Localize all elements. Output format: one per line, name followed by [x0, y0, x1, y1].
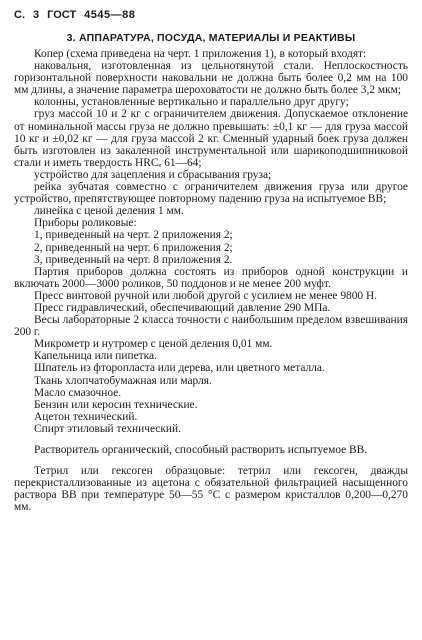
paragraph: Копер (схема приведена на черт. 1 приложения 1), в который входят: — [34, 48, 367, 60]
header-page-letter: С. — [14, 9, 25, 21]
paragraph: Пресс гидравлический, обеспечивающий давление 290 МПа. — [34, 301, 331, 314]
header-standard-code: 4545—88 — [84, 9, 136, 21]
header-page-number: 3 — [33, 9, 40, 21]
paragraph: Шпатель из фторопласта или дерева, или цветного металла. — [34, 362, 325, 375]
paragraph: Микрометр и нутромер с ценой деления 0,01 мм. — [34, 338, 273, 351]
paragraph: Приборы роликовые: — [34, 217, 137, 230]
paragraph: линейка с ценой деления 1 мм. — [34, 205, 184, 218]
list-item: 1, приведенный на черт. 2 приложения 2; — [34, 229, 233, 242]
list-item: 3, приведенный на черт. 8 приложения 2. — [34, 253, 233, 266]
list-item: 2, приведенный на черт. 6 приложения 2; — [34, 241, 233, 254]
paragraph: Ацетон технический. — [34, 410, 138, 423]
paragraph: Тетрил или гексоген образцовые: тетрил или гексоген, дважды перекристаллизованные из ацетона с обязательной фильтрацией насыщенного раствора ВВ при температуре 50—55 °С с размером кристаллов 0,200—0,270 мм. — [14, 465, 408, 514]
paragraph: Ткань хлопчатобумажная или марля. — [34, 374, 212, 387]
paragraph: Капельница или пипетка. — [34, 350, 157, 363]
paragraph: рейка зубчатая совместно с ограничителем движения груза или другое устройство, препятствующее повторному падению груза на испытуемое ВВ; — [14, 181, 408, 206]
paragraph: Масло смазочное. — [34, 386, 122, 399]
paragraph: устройство для зацепления и сбрасывания груза; — [34, 168, 272, 181]
paragraph: Пресс винтовой ручной или любой другой с усилием не менее 9800 Н. — [34, 289, 378, 302]
paragraph: колонны, установленные вертикально и параллельно друг другу; — [34, 96, 349, 109]
header-standard: ГОСТ — [47, 9, 77, 21]
paragraph: Растворитель органический, способный растворить испытуемое ВВ. — [34, 444, 368, 456]
document-body — [14, 48, 408, 513]
paragraph: Партия приборов должна состоять из приборов одной конструкции и включать 2000—3000 роликов, 50 поддонов и не менее 200 муфт. — [14, 265, 408, 290]
paragraph: Спирт этиловый технический. — [34, 422, 181, 435]
page-header — [14, 6, 408, 24]
paragraph: груз массой 10 и 2 кг с ограничителем движения. Допускаемое отклонение от номинальной массы груза не должно превышать: ±0,1 кг — для груза массой 10 кг и ±0,02 кг — для груза массой 2 кг. Сменный ударный боек груза должен быть изготовлен из закаленной инструментальной или шарикоподшипниковой стали и иметь твердость HRCₑ 61—64; — [14, 108, 408, 169]
paragraph: наковальня, изготовленная из цельнотянутой стали. Неплоскостность горизонтальной поверхности наковальни не должна быть более 0,2 мм на 100 мм длины, а значение параметра шероховатости не должно быть более 3,2 мкм; — [14, 60, 408, 97]
section-title: 3. АППАРАТУРА, ПОСУДА, МАТЕРИАЛЫ И РЕАКТИВЫ — [66, 32, 356, 44]
paragraph: Весы лабораторные 2 класса точности с наибольшим пределом взвешивания 200 г. — [14, 314, 408, 339]
paragraph: Бензин или керосин технические. — [34, 398, 198, 411]
